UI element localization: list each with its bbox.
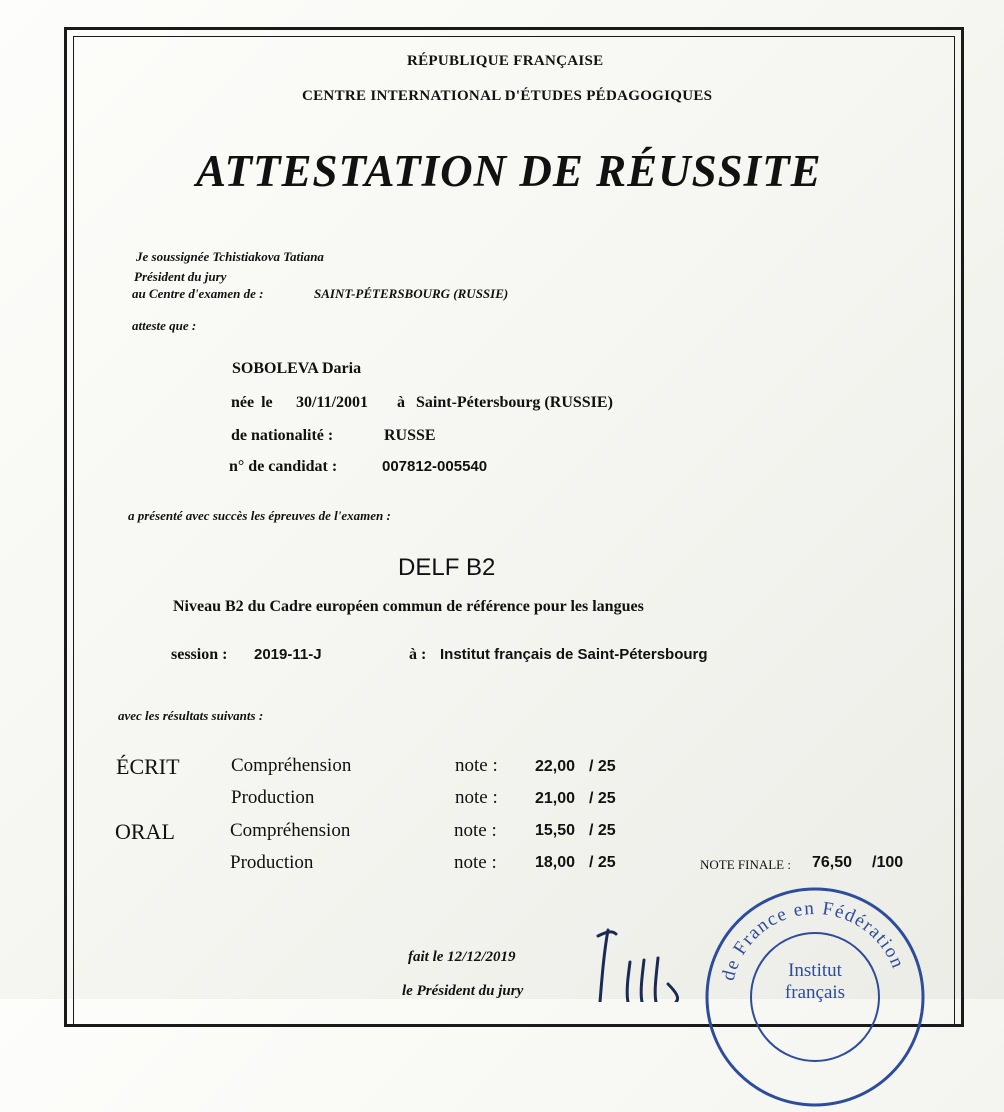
jury-role: Président du jury [134,269,227,284]
birth-place: Saint-Pétersbourg (RUSSIE) [416,394,613,411]
candidate-number-label: n° de candidat : [229,458,338,475]
signature [590,922,710,1002]
section-oral: ORAL [115,819,175,844]
issue-date: fait le 12/12/2019 [408,949,516,965]
results-intro: avec les résultats suivants : [118,708,264,723]
nationality-label: de nationalité : [231,427,334,444]
final-score: 76,50 [812,854,853,871]
skill-label: Production [230,852,314,873]
score-value: 15,50 [535,822,576,839]
score-max: / 25 [589,758,616,775]
candidate-name: SOBOLEVA Daria [232,360,362,377]
exam-centre-label: au Centre d'examen de : [132,286,264,301]
republic-heading: RÉPUBLIQUE FRANÇAISE [407,53,604,69]
centre-heading: CENTRE INTERNATIONAL D'ÉTUDES PÉDAGOGIQUES [302,88,713,104]
session-place: Institut français de Saint-Pétersbourg [440,646,708,663]
score-max: / 25 [589,854,616,871]
birth-date: 30/11/2001 [296,394,369,411]
institut-francais-stamp [700,882,930,1112]
note-label: note : [454,820,497,841]
score-value: 21,00 [535,790,576,807]
note-label: note : [454,852,497,873]
session-label: session : [171,646,228,663]
skill-label: Production [231,787,315,808]
president-label: le Président du jury [402,983,524,999]
stamp-ring-text: de France en Fédération [717,897,909,983]
note-label: note : [455,755,498,776]
section-ecrit: ÉCRIT [116,754,180,779]
candidate-number: 007812-005540 [382,458,488,475]
exam-intro: a présenté avec succès les épreuves de l'examen : [128,508,391,523]
stamp-line1: Institut [788,960,842,981]
skill-label: Compréhension [231,755,352,776]
exam-centre-value: SAINT-PÉTERSBOURG (RUSSIE) [314,286,509,301]
nationality-value: RUSSE [384,427,436,444]
exam-level: Niveau B2 du Cadre européen commun de référence pour les langues [173,598,644,615]
birth-place-prefix: à [397,394,405,411]
certificate-title: ATTESTATION DE RÉUSSITE [196,146,822,196]
attests-label: atteste que : [132,318,197,333]
note-label: note : [455,787,498,808]
birth-label: née le [231,394,273,411]
final-score-max: /100 [872,854,904,871]
skill-label: Compréhension [230,820,351,841]
session-value: 2019-11-J [254,646,322,663]
stamp-line2: français [784,982,846,1003]
final-score-label: NOTE FINALE : [700,857,791,872]
score-value: 22,00 [535,758,576,775]
signatory-line: Je soussignée Tchistiakova Tatiana [136,249,324,264]
session-place-label: à : [409,646,427,663]
score-max: / 25 [589,790,616,807]
score-max: / 25 [589,822,616,839]
score-value: 18,00 [535,854,576,871]
exam-name: DELF B2 [398,554,496,581]
